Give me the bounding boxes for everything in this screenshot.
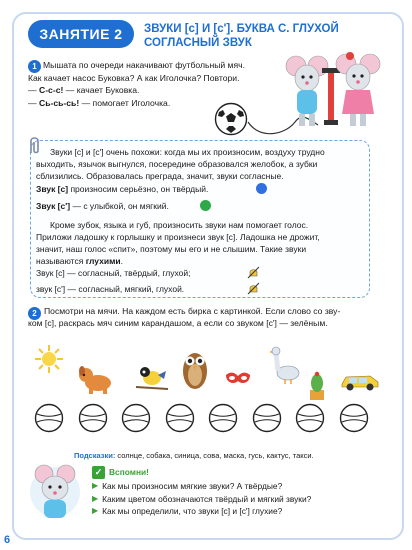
- remember-item: [92, 505, 368, 518]
- definition-soft: звук [с'] — согласный, мягкий, глухой.: [36, 284, 185, 294]
- sun-picture: [34, 344, 64, 374]
- info-line: выходить, язычок выгнулся, посередине образовался желобок, а зубки: [36, 159, 318, 169]
- soft-sound-line: [36, 200, 246, 212]
- info-paragraph-1: [36, 146, 366, 182]
- hard-sound-label: Звук [с]: [36, 184, 69, 194]
- info-paragraph-2: [36, 219, 366, 267]
- info-line: сблизились. Образовалась преграда, значит, звуки согласные.: [36, 171, 284, 181]
- bell-icon: [247, 266, 260, 279]
- soft-sound-green-dot: [200, 200, 211, 211]
- bell-icon: [247, 282, 260, 295]
- cactus-picture: [306, 370, 328, 400]
- goose-picture: [270, 345, 300, 385]
- task1-line: Мышата по очереди накачивают футбольный мяч.: [43, 60, 245, 70]
- task2-line: ком [с], раскрась мяч синим карандашом, а если со звуком [с'] — зелёным.: [28, 318, 328, 328]
- colorable-ball[interactable]: [165, 403, 195, 433]
- remember-item-text: Каким цветом обозначаются твёрдый и мягкий звуки?: [102, 493, 312, 504]
- task1-line: — С-с-с! — качает Буковка.: [28, 85, 140, 95]
- remember-title: Вспомни!: [109, 467, 149, 478]
- remember-block: [92, 466, 368, 518]
- soft-sound-text: — с улыбкой, он мягкий.: [70, 201, 169, 211]
- voiceless-term: глухими: [85, 256, 121, 266]
- title-line-2: СОГЛАСНЫЙ ЗВУК: [144, 37, 252, 49]
- lesson-badge: ЗАНЯТИЕ 2: [28, 20, 134, 48]
- mouse-character-illustration: [28, 460, 82, 522]
- dog-picture: [76, 365, 116, 395]
- task1-rest: — помогает Иголочка.: [79, 97, 171, 108]
- hard-sound-text: произносим серьёзно, он твёрдый.: [68, 184, 209, 194]
- title-line-1: ЗВУКИ [с] И [с']. БУКВА С. ГЛУХОЙ: [144, 23, 339, 35]
- colorable-ball[interactable]: [34, 403, 64, 433]
- remember-item-text: Как мы произносим мягкие звуки? А твёрдые?: [102, 481, 283, 491]
- info-line: [36, 255, 366, 267]
- check-icon: ✓: [92, 466, 105, 479]
- triangle-bullet-icon: ▶: [92, 493, 99, 503]
- colorable-ball[interactable]: [121, 403, 151, 433]
- task1-text: [28, 59, 245, 109]
- remember-header: [92, 466, 368, 479]
- task-number-2: 2: [28, 307, 41, 320]
- soft-sound-label: Звук [с']: [36, 201, 71, 211]
- taxi-picture: [340, 370, 380, 392]
- task2-text: [28, 305, 388, 329]
- colorable-ball[interactable]: [295, 403, 325, 433]
- s-hard-sample: С-с-с!: [38, 85, 64, 95]
- remember-item: [92, 493, 368, 506]
- task2-line: Посмотри на мячи. На каждом есть бирка с картинкой. Если слово со зву-: [44, 306, 341, 316]
- task1-rest: — качает Буковка.: [63, 85, 140, 95]
- mask-picture: [224, 370, 252, 388]
- hard-sound-blue-dot: [256, 183, 267, 194]
- info-line: Приложи ладошку к горлышку и произнеси звук [с]. Ладошка не дрожит,: [36, 232, 320, 242]
- info-text-span: называются: [36, 256, 86, 266]
- s-soft-sample: Сь-сь-сь!: [38, 97, 80, 108]
- task-number-1: 1: [28, 60, 41, 73]
- triangle-bullet-icon: ▶: [92, 506, 99, 515]
- colorable-ball[interactable]: [252, 403, 282, 433]
- hints-text: солнце, собака, синица, сова, маска, гусь, кактус, такси.: [115, 451, 314, 460]
- titmouse-picture: [136, 362, 168, 392]
- info-line: значит, наш голос «спит», поэтому мы его и не слышим. Такие звуки: [36, 244, 307, 254]
- info-line: Кроме зубок, языка и губ, произносить звуки нам помогает голос.: [50, 220, 309, 230]
- hints-line: [74, 451, 314, 460]
- remember-item: [92, 480, 368, 493]
- owl-picture: [180, 345, 210, 393]
- mice-pump-illustration: [280, 52, 385, 132]
- triangle-bullet-icon: ▶: [92, 481, 99, 490]
- colorable-ball[interactable]: [208, 403, 238, 433]
- colorable-ball[interactable]: [78, 403, 108, 433]
- info-line: Звуки [с] и [с'] очень похожи: когда мы их произносим, воздуху трудно: [50, 147, 325, 157]
- task1-line: Как качает насос Буковка? А как Иголочка? Повтори.: [28, 72, 240, 83]
- colorable-ball[interactable]: [339, 403, 369, 433]
- info-text-span: .: [120, 256, 123, 266]
- page-number: 6: [4, 534, 11, 546]
- task1-line: — Сь-сь-сь! — помогает Иголочка.: [28, 97, 171, 108]
- remember-item-text: Как мы определили, что звуки [с] и [с'] глухие?: [102, 506, 283, 516]
- definition-hard: Звук [с] — согласный, твёрдый, глухой;: [36, 268, 191, 278]
- hints-label: Подсказки:: [74, 451, 116, 460]
- lesson-title: [144, 22, 384, 50]
